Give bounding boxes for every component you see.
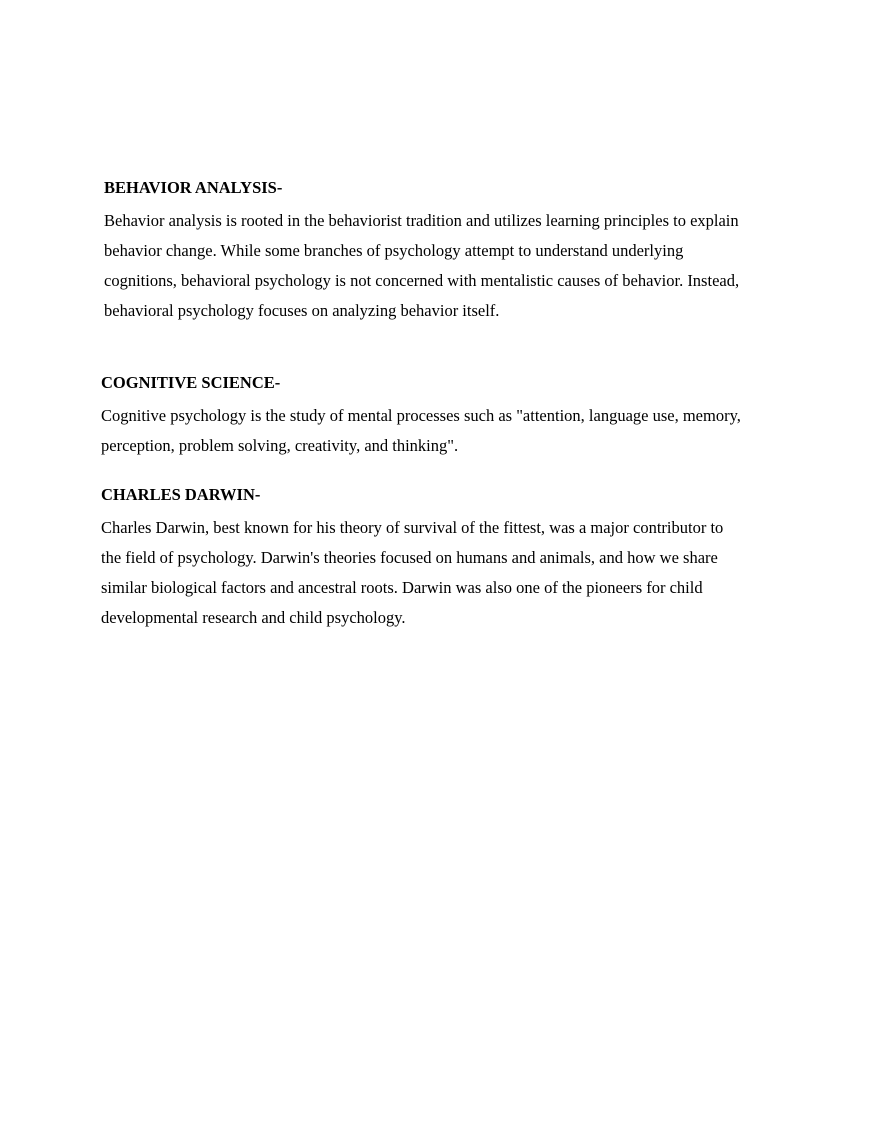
paragraph-line: Cognitive psychology is the study of mental processes such as "attention, language use, memory, xyxy=(101,406,741,425)
paragraph-line: Charles Darwin, best known for his theory of survival of the fittest, was a major contributor to xyxy=(101,518,724,537)
section-behavior-analysis xyxy=(104,178,794,326)
section-paragraph xyxy=(101,513,791,633)
section-paragraph xyxy=(101,401,791,461)
paragraph-line: the field of psychology. Darwin's theories focused on humans and animals, and how we share xyxy=(101,548,718,567)
paragraph-line: behavioral psychology focuses on analyzing behavior itself. xyxy=(104,301,500,320)
paragraph-line: perception, problem solving, creativity, and thinking". xyxy=(101,436,459,455)
section-charles-darwin xyxy=(101,485,791,633)
paragraph-line: developmental research and child psychology. xyxy=(101,608,406,627)
section-heading: COGNITIVE SCIENCE- xyxy=(101,373,281,392)
paragraph-line: cognitions, behavioral psychology is not concerned with mentalistic causes of behavior. Instead, xyxy=(104,271,740,290)
section-cognitive-science xyxy=(101,373,791,461)
paragraph-line: similar biological factors and ancestral roots. Darwin was also one of the pioneers for child xyxy=(101,578,703,597)
paragraph-line: Behavior analysis is rooted in the behaviorist tradition and utilizes learning principles to explain xyxy=(104,211,739,230)
section-heading: BEHAVIOR ANALYSIS- xyxy=(104,178,283,197)
paragraph-line: behavior change. While some branches of psychology attempt to understand underlying xyxy=(104,241,684,260)
section-paragraph xyxy=(104,206,794,326)
section-heading: CHARLES DARWIN- xyxy=(101,485,261,504)
